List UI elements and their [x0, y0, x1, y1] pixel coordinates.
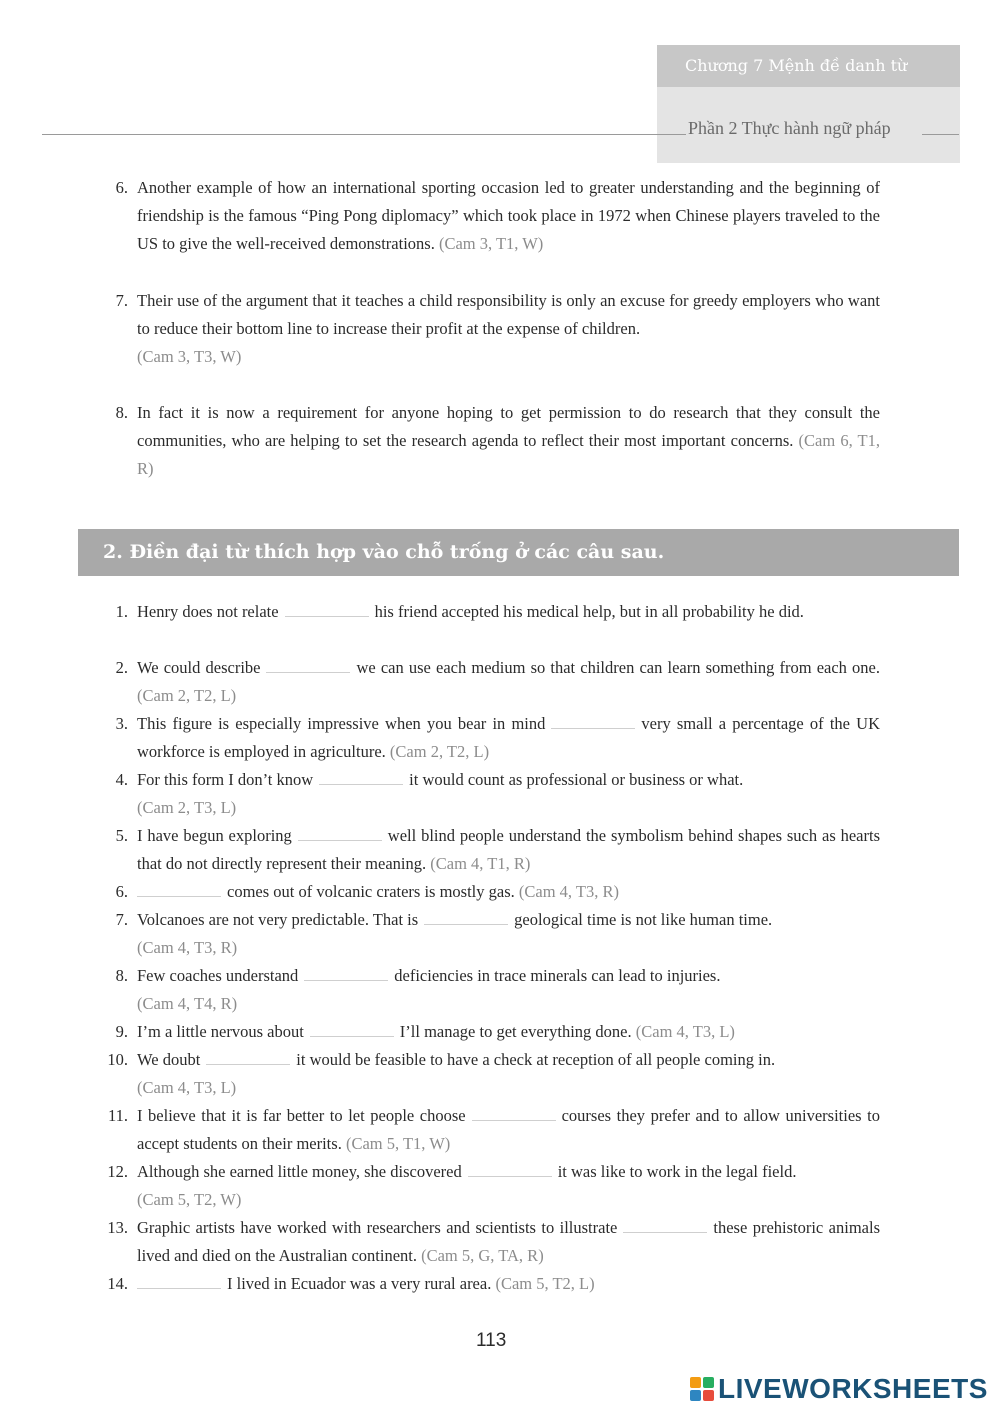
- item-citation: (Cam 5, T1, W): [345, 1134, 451, 1153]
- list-item: [100, 878, 880, 906]
- section-title: 2. Điền đại từ thích hợp vào chỗ trống ở các câu sau.: [103, 541, 665, 563]
- item-text-after: deficiencies in trace minerals can lead to injuries.: [394, 966, 721, 985]
- list-item: [100, 1102, 880, 1158]
- item-number: 10.: [107, 1050, 128, 1069]
- item-text-after: very small a percentage of the UK workforce is employed in agriculture.: [137, 714, 880, 761]
- list-item: [100, 1018, 880, 1046]
- liveworksheets-logo-icon: [690, 1377, 714, 1401]
- answer-blank[interactable]: [310, 1022, 394, 1037]
- item-text-before: Volcanoes are not very predictable. That is: [137, 910, 419, 929]
- list-item: [100, 1270, 880, 1298]
- item-text-after: it would count as professional or business or what.: [409, 770, 744, 789]
- list-item: [100, 174, 880, 258]
- list-item: [100, 906, 880, 962]
- answer-blank[interactable]: [304, 966, 388, 981]
- logo-square-icon: [690, 1390, 701, 1401]
- item-number: 5.: [115, 826, 128, 845]
- logo-square-icon: [690, 1377, 701, 1388]
- page-number: 113: [476, 1330, 507, 1351]
- item-number: 1.: [115, 602, 128, 621]
- item-number: 9.: [115, 1022, 128, 1041]
- item-citation: (Cam 2, T3, L): [137, 798, 237, 817]
- answer-blank[interactable]: [623, 1218, 707, 1233]
- list-item: [100, 598, 880, 626]
- liveworksheets-logo: [690, 1374, 988, 1404]
- answer-blank[interactable]: [424, 910, 508, 925]
- item-citation: (Cam 4, T1, R): [430, 854, 531, 873]
- chapter-title: Chương 7 Mệnh đề danh từ: [685, 56, 908, 75]
- item-citation: (Cam 2, T2, L): [137, 686, 237, 705]
- item-number: 6.: [115, 882, 128, 901]
- item-text-after: his friend accepted his medical help, but in all probability he did.: [374, 602, 804, 621]
- list-item: [100, 1158, 880, 1214]
- item-number: 13.: [107, 1218, 128, 1237]
- answer-blank[interactable]: [298, 826, 382, 841]
- item-text-after: we can use each medium so that children can learn something from each one.: [356, 658, 880, 677]
- item-citation: (Cam 3, T1, W): [438, 234, 544, 253]
- answer-blank[interactable]: [137, 882, 221, 897]
- answer-blank[interactable]: [551, 714, 635, 729]
- logo-square-icon: [703, 1377, 714, 1388]
- item-citation: (Cam 4, T4, R): [137, 994, 238, 1013]
- item-number: 6.: [115, 178, 128, 197]
- logo-square-icon: [703, 1390, 714, 1401]
- list-item: [100, 399, 880, 483]
- part-title: Phần 2 Thực hành ngữ pháp: [688, 118, 891, 138]
- item-text-after: well blind people understand the symbolism behind shapes such as hearts that do not directly represent their meaning.: [137, 826, 881, 873]
- item-text-before: We could describe: [137, 658, 261, 677]
- answer-blank[interactable]: [319, 770, 403, 785]
- item-text-after: I lived in Ecuador was a very rural area.: [227, 1274, 492, 1293]
- item-number: 2.: [115, 658, 128, 677]
- answer-blank[interactable]: [137, 1274, 221, 1289]
- item-number: 3.: [115, 714, 128, 733]
- answer-blank[interactable]: [206, 1050, 290, 1065]
- item-citation: (Cam 6, T1, R): [137, 431, 880, 478]
- item-text-before: This figure is especially impressive when you bear in mind: [137, 714, 546, 733]
- item-text-after: I’ll manage to get everything done.: [399, 1022, 632, 1041]
- item-text: Another example of how an international sporting occasion led to greater understanding and the beginning of friendship is the famous “Ping Pong diplomacy” which took place in 1972 when Chinese players traveled to the US to give the well-received demonstrations.: [137, 178, 880, 253]
- item-text-before: We doubt: [137, 1050, 201, 1069]
- list-item: [100, 710, 880, 766]
- item-number: 11.: [107, 1106, 128, 1125]
- item-text-after: these prehistoric animals lived and died on the Australian continent.: [137, 1218, 880, 1265]
- item-citation: (Cam 4, T3, L): [137, 1078, 237, 1097]
- list-item: [100, 962, 880, 1018]
- list-item: [100, 654, 880, 710]
- item-number: 8.: [115, 403, 128, 422]
- item-citation: (Cam 5, T2, W): [137, 1190, 242, 1209]
- item-text: In fact it is now a requirement for anyone hoping to get permission to do research that they consult the communities, who are helping to set the research agenda to reflect their most important concerns.: [137, 403, 880, 450]
- item-citation: (Cam 4, T3, R): [137, 938, 238, 957]
- item-citation: (Cam 2, T2, L): [389, 742, 490, 761]
- answer-blank[interactable]: [285, 602, 369, 617]
- liveworksheets-logo-text: LIVEWORKSHEETS: [718, 1373, 988, 1404]
- answer-blank[interactable]: [266, 658, 350, 673]
- item-text-after: it would be feasible to have a check at reception of all people coming in.: [296, 1050, 776, 1069]
- item-number: 12.: [107, 1162, 128, 1181]
- item-citation: (Cam 3, T3, W): [137, 347, 242, 366]
- item-text-after: geological time is not like human time.: [514, 910, 773, 929]
- item-number: 7.: [115, 291, 128, 310]
- item-text-before: I have begun exploring: [137, 826, 292, 845]
- item-number: 7.: [115, 910, 128, 929]
- item-text-after: it was like to work in the legal field.: [557, 1162, 797, 1181]
- list-item: [100, 822, 880, 878]
- answer-blank[interactable]: [472, 1106, 556, 1121]
- item-number: 14.: [107, 1274, 128, 1293]
- item-text-before: Few coaches understand: [137, 966, 299, 985]
- item-citation: (Cam 5, T2, L): [495, 1274, 595, 1293]
- item-text-before: For this form I don’t know: [137, 770, 314, 789]
- item-citation: (Cam 4, T3, L): [635, 1022, 735, 1041]
- item-text: Their use of the argument that it teaches a child responsibility is only an excuse for greedy employers who want to reduce their bottom line to increase their profit at the expense of children.: [137, 291, 880, 338]
- list-item: [100, 287, 880, 371]
- item-text-before: I’m a little nervous about: [137, 1022, 304, 1041]
- answer-blank[interactable]: [468, 1162, 552, 1177]
- item-text-after: comes out of volcanic craters is mostly gas.: [227, 882, 515, 901]
- item-citation: (Cam 4, T3, R): [518, 882, 619, 901]
- item-text-before: Although she earned little money, she discovered: [137, 1162, 462, 1181]
- list-item: [100, 1214, 880, 1270]
- list-item: [100, 1046, 880, 1102]
- item-citation: (Cam 5, G, TA, R): [421, 1246, 544, 1265]
- item-number: 4.: [115, 770, 128, 789]
- item-number: 8.: [115, 966, 128, 985]
- item-text-before: I believe that it is far better to let people choose: [137, 1106, 466, 1125]
- item-text-after: courses they prefer and to allow universities to accept students on their merits.: [137, 1106, 880, 1153]
- item-text-before: Graphic artists have worked with researchers and scientists to illustrate: [137, 1218, 618, 1237]
- item-text-before: Henry does not relate: [137, 602, 279, 621]
- list-item: [100, 766, 880, 822]
